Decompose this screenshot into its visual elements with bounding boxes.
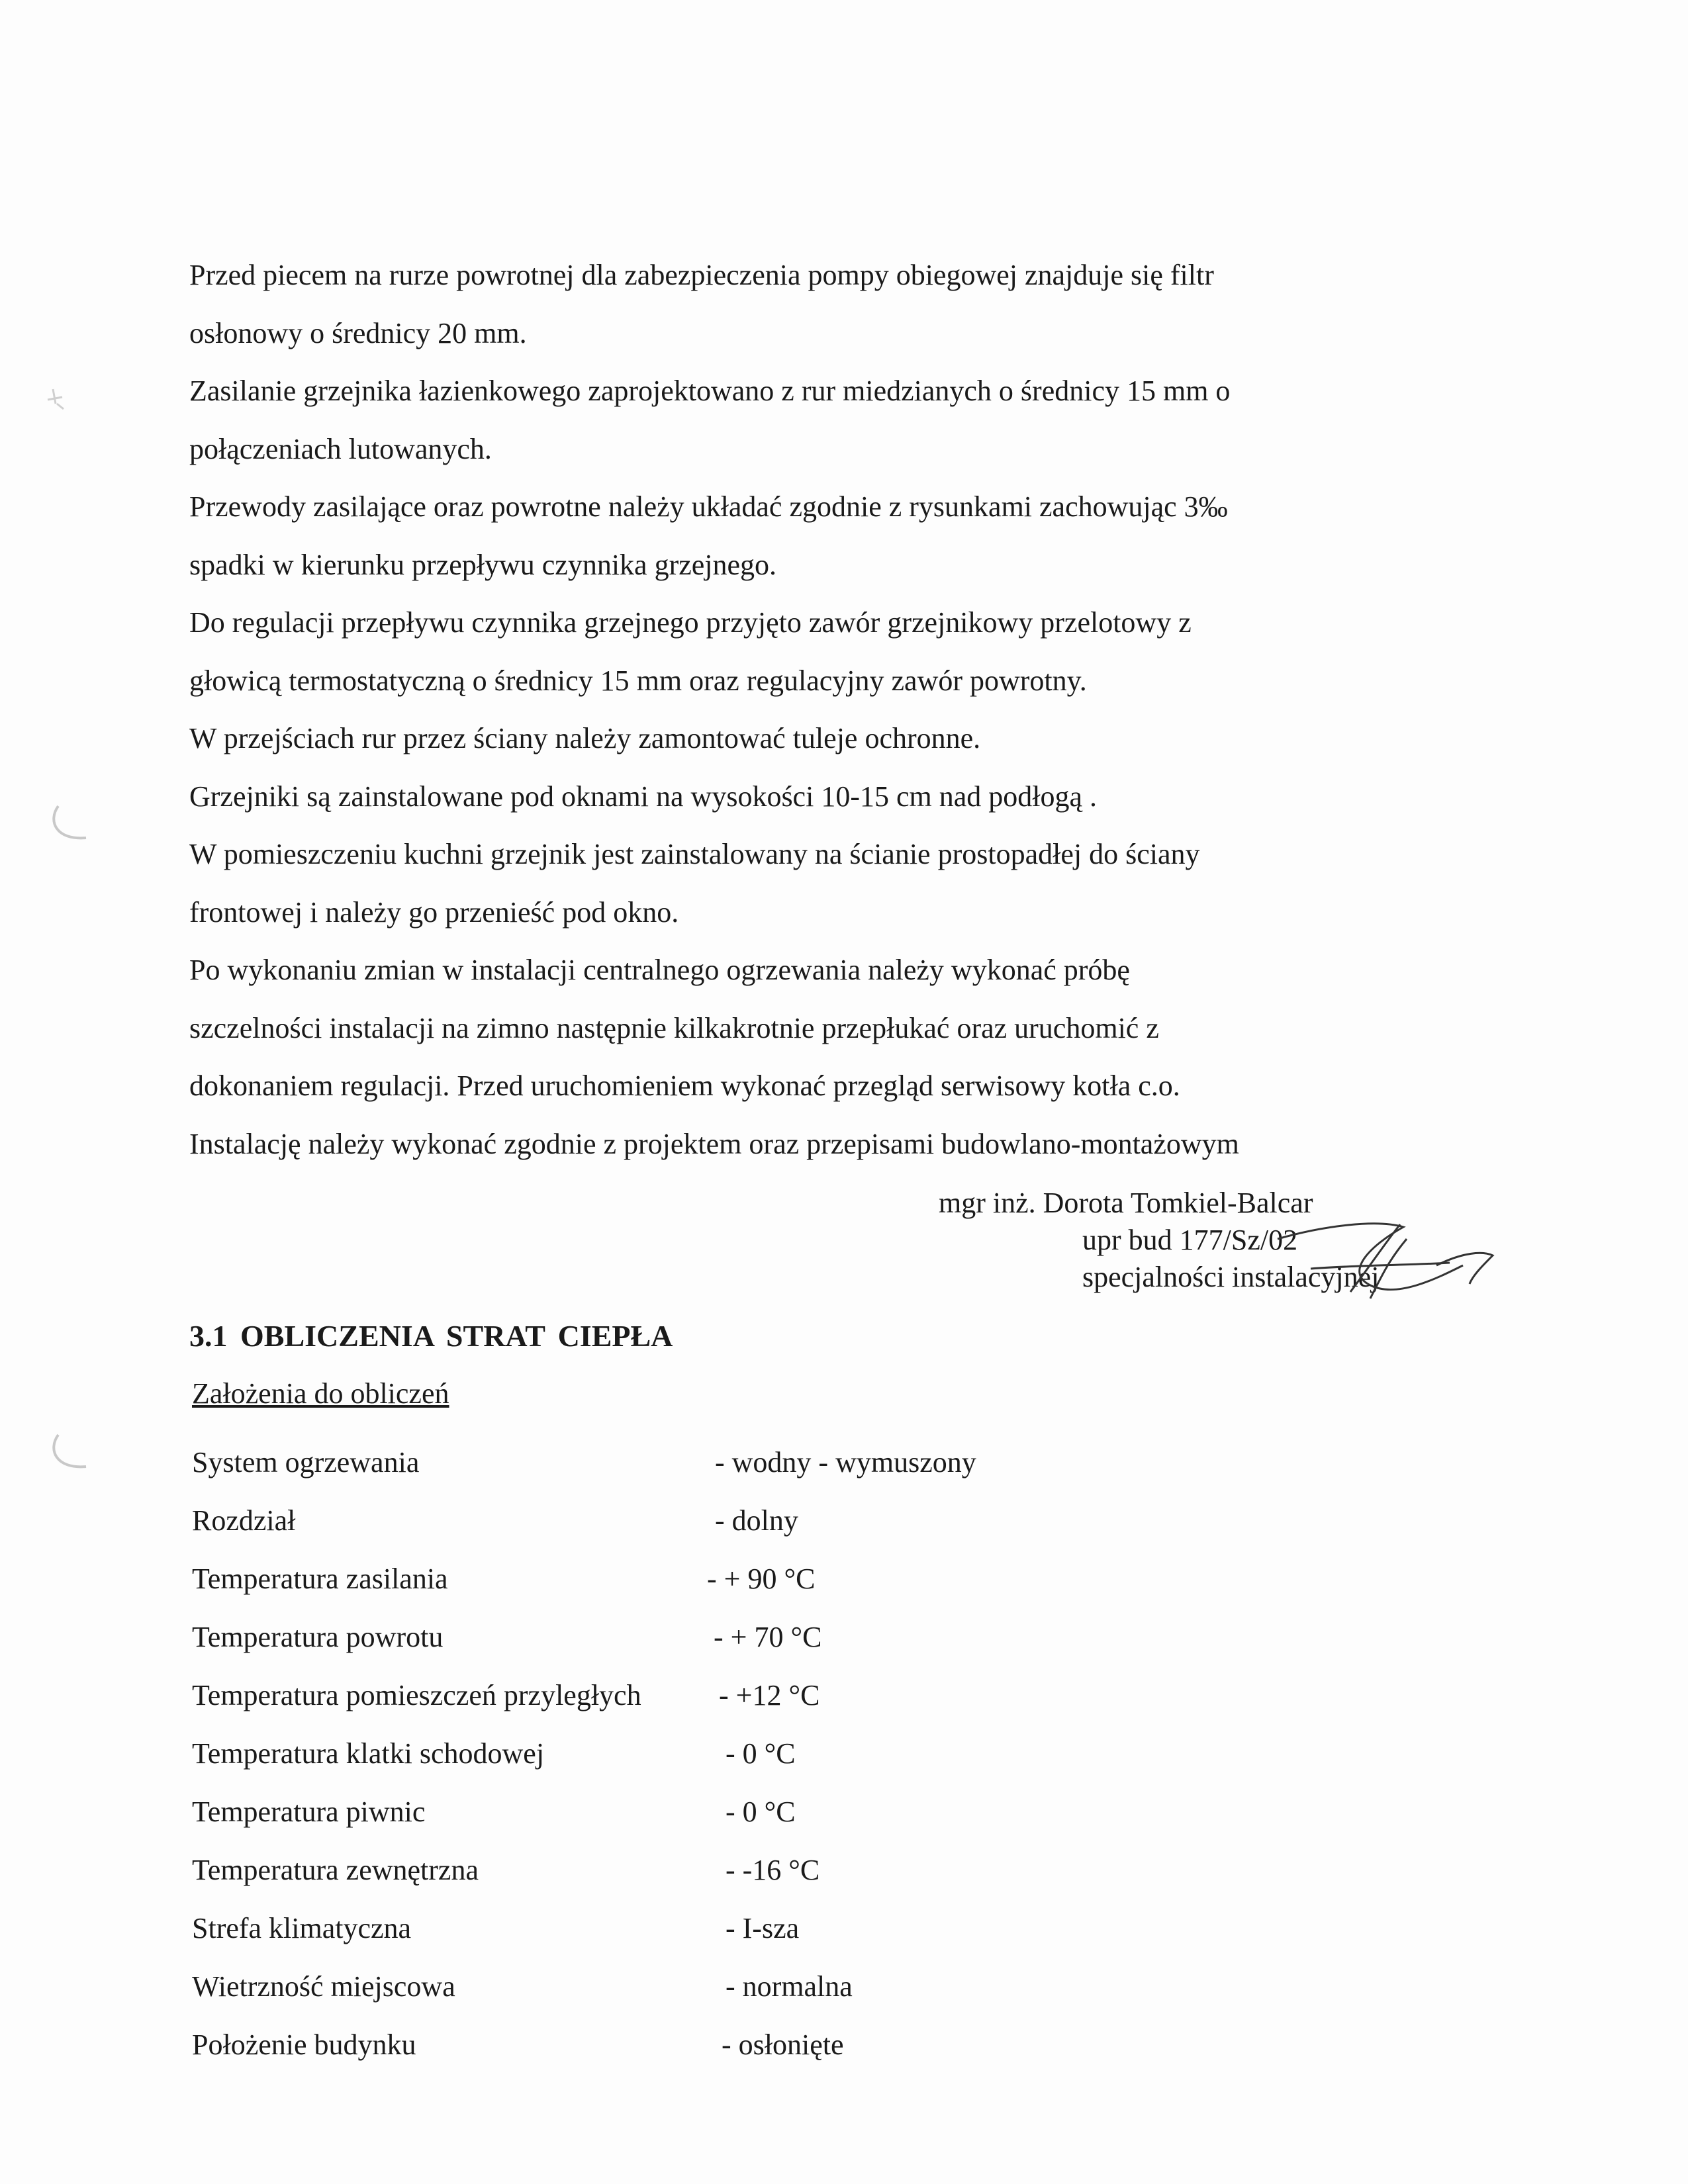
body-line: szczelności instalacji na zimno następnie kilkakrotnie przepłukać oraz uruchomić z bbox=[189, 1011, 1159, 1044]
param-label: Temperatura zewnętrzna bbox=[192, 1854, 479, 1886]
param-label: Temperatura piwnic bbox=[192, 1796, 426, 1828]
signature-name: mgr inż. Dorota Tomkiel-Balcar bbox=[939, 1187, 1313, 1219]
param-value: - 0 °C bbox=[726, 1796, 796, 1828]
body-paragraph bbox=[189, 246, 1381, 1173]
param-value: - + 70 °C bbox=[714, 1621, 822, 1653]
signature-specialty: specjalności instalacyjnej bbox=[1082, 1261, 1380, 1293]
param-value: - wodny - wymuszony bbox=[715, 1446, 976, 1479]
assumptions-list bbox=[192, 1433, 1119, 2074]
param-label: Temperatura klatki schodowej bbox=[192, 1737, 545, 1770]
param-label: Wietrzność miejscowa bbox=[192, 1970, 455, 2003]
list-item bbox=[192, 1608, 1119, 1666]
punch-hole-mark-bottom bbox=[46, 1430, 93, 1476]
param-label: Temperatura powrotu bbox=[192, 1621, 444, 1653]
list-item bbox=[192, 1841, 1119, 1899]
handwritten-signature-mark bbox=[1271, 1199, 1509, 1312]
param-value: - I-sza bbox=[726, 1912, 800, 1944]
body-line: Przed piecem na rurze powrotnej dla zabezpieczenia pompy obiegowej znajduje się filtr bbox=[189, 259, 1214, 291]
param-value: - -16 °C bbox=[726, 1854, 820, 1886]
body-line: spadki w kierunku przepływu czynnika grzejnego. bbox=[189, 548, 777, 581]
punch-hole-mark-top bbox=[46, 801, 93, 847]
list-item bbox=[192, 1899, 1119, 1958]
list-item bbox=[192, 1725, 1119, 1783]
param-label: Temperatura zasilania bbox=[192, 1563, 448, 1595]
section-subheading: Założenia do obliczeń bbox=[192, 1377, 449, 1410]
param-value: - normalna bbox=[726, 1970, 853, 2003]
body-line: frontowej i należy go przenieść pod okno. bbox=[189, 895, 679, 929]
body-line: W pomieszczeniu kuchni grzejnik jest zainstalowany na ścianie prostopadłej do ściany bbox=[189, 838, 1200, 870]
signature-license: upr bud 177/Sz/02 bbox=[1082, 1224, 1298, 1256]
param-label: Rozdział bbox=[192, 1504, 296, 1537]
section-heading: 3.1 OBLICZENIA STRAT CIEPŁA bbox=[189, 1319, 673, 1353]
body-line: osłonowy o średnicy 20 mm. bbox=[189, 316, 527, 349]
list-item bbox=[192, 1958, 1119, 2016]
body-line: dokonaniem regulacji. Przed uruchomieniem wykonać przegląd serwisowy kotła c.o. bbox=[189, 1069, 1180, 1102]
body-line: połączeniach lutowanych. bbox=[189, 432, 492, 465]
param-label: Temperatura pomieszczeń przyległych bbox=[192, 1679, 641, 1711]
body-line: W przejściach rur przez ściany należy zamontować tuleje ochronne. bbox=[189, 722, 981, 754]
list-item bbox=[192, 1666, 1119, 1725]
param-value: - + 90 °C bbox=[707, 1563, 816, 1595]
body-line: Grzejniki są zainstalowane pod oknami na wysokości 10-15 cm nad podłogą . bbox=[189, 780, 1098, 813]
list-item bbox=[192, 1433, 1119, 1492]
param-label: System ogrzewania bbox=[192, 1446, 420, 1479]
body-line: głowicą termostatyczną o średnicy 15 mm oraz regulacyjny zawór powrotny. bbox=[189, 664, 1087, 697]
param-label: Położenie budynku bbox=[192, 2028, 416, 2061]
param-value: - osłonięte bbox=[722, 2028, 844, 2061]
body-line: Po wykonaniu zmian w instalacji centralnego ogrzewania należy wykonać próbę bbox=[189, 954, 1130, 986]
list-item bbox=[192, 1783, 1119, 1841]
scan-speck-mark bbox=[40, 384, 73, 417]
param-value: - +12 °C bbox=[719, 1679, 820, 1711]
param-value: - 0 °C bbox=[726, 1737, 796, 1770]
param-value: - dolny bbox=[715, 1504, 798, 1537]
list-item bbox=[192, 1550, 1119, 1608]
body-line: Przewody zasilające oraz powrotne należy układać zgodnie z rysunkami zachowując 3‰ bbox=[189, 490, 1228, 523]
param-label: Strefa klimatyczna bbox=[192, 1912, 412, 1944]
body-line: Instalację należy wykonać zgodnie z projektem oraz przepisami budowlano-montażowym bbox=[189, 1127, 1239, 1160]
list-item bbox=[192, 2016, 1119, 2074]
body-line: Zasilanie grzejnika łazienkowego zaprojektowano z rur miedzianych o średnicy 15 mm o bbox=[189, 375, 1231, 407]
list-item bbox=[192, 1492, 1119, 1550]
body-line: Do regulacji przepływu czynnika grzejnego przyjęto zawór grzejnikowy przelotowy z bbox=[189, 606, 1192, 639]
